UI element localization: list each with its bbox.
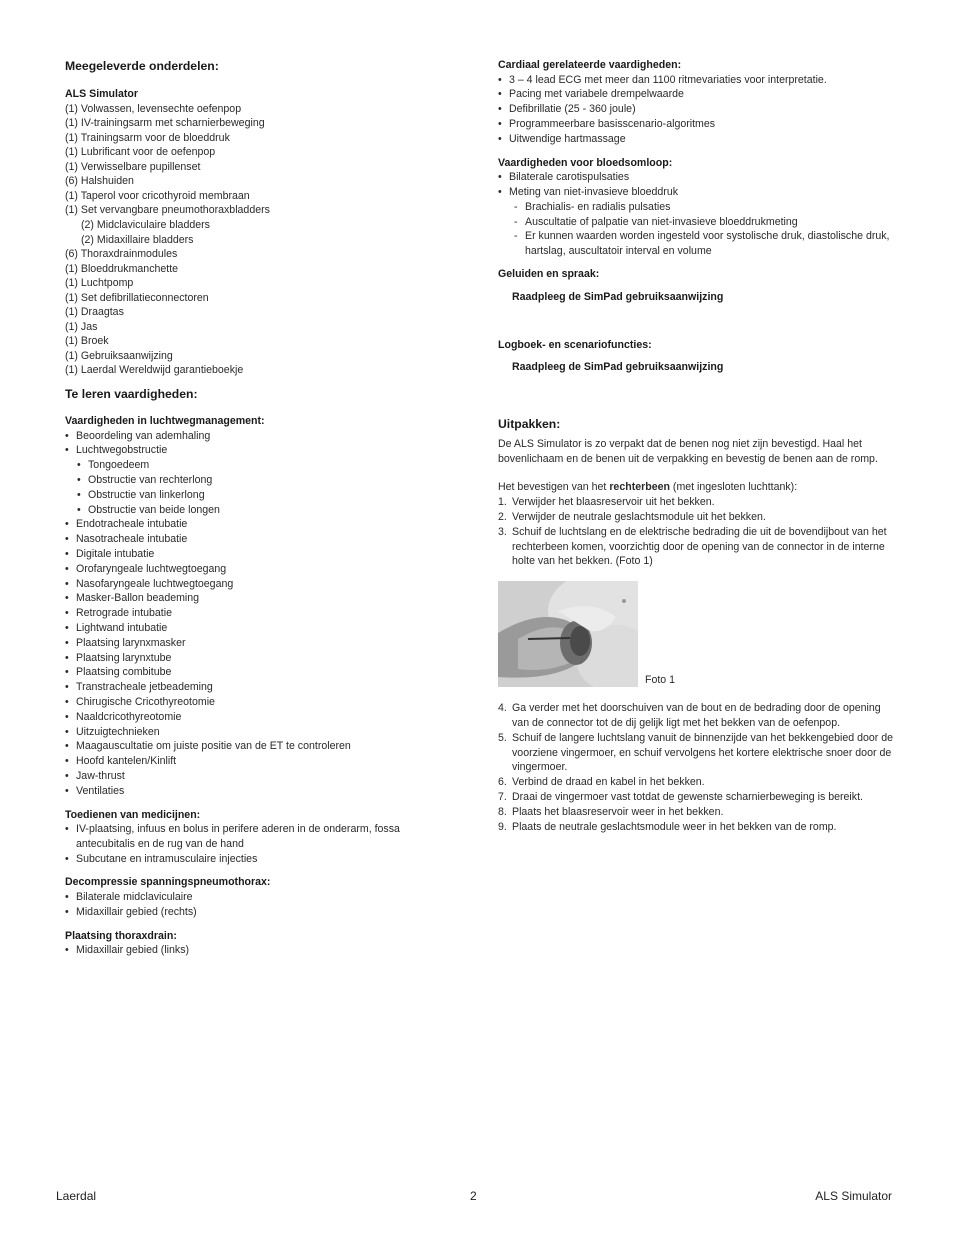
list-item <box>65 488 435 503</box>
cardiac-heading: Cardiaal gerelateerde vaardigheden: <box>498 59 682 71</box>
list-item <box>65 577 435 592</box>
parts-item: (1) Laerdal Wereldwijd garantieboekje <box>65 364 244 377</box>
parts-item: (1) Lubrificant voor de oefenpop <box>65 146 216 159</box>
list-item <box>65 710 435 725</box>
bullet-marker: • <box>65 823 69 836</box>
step-number: 3. <box>498 525 507 538</box>
bullet-marker: • <box>65 905 69 918</box>
list-item-text: Nasotracheale intubatie <box>76 533 188 546</box>
bullet-marker: • <box>65 666 69 679</box>
parts-list <box>65 102 435 378</box>
list-item-text: Naaldcricothyreotomie <box>76 710 182 723</box>
bullet-marker: • <box>77 503 81 516</box>
list-item <box>65 680 435 695</box>
bullet-marker: • <box>65 695 69 708</box>
bullet-marker: • <box>498 88 502 101</box>
step-text: Schuif de luchtslang en de elektrische bedrading die uit de bovendijbout van het rechterbeen komen, voorzichtig door de opening van de connector in de interne holte van het bekken. (Foto 1) <box>512 525 887 568</box>
parts-item: (6) Thoraxdrainmodules <box>65 248 178 261</box>
list-item <box>498 102 898 117</box>
manikin-leg-image <box>498 581 638 687</box>
sounds-reference: Raadpleeg de SimPad gebruiksaanwijzing <box>512 290 724 303</box>
list-item-text: Beoordeling van ademhaling <box>76 429 211 442</box>
step-number: 5. <box>498 731 507 744</box>
bullet-marker: • <box>77 459 81 472</box>
attach-prefix: Het bevestigen van het <box>498 481 610 494</box>
bullet-marker: • <box>65 518 69 531</box>
list-item <box>65 636 435 651</box>
parts-item: (2) Midclaviculaire bladders <box>81 218 210 231</box>
step-text: Ga verder met het doorschuiven van de bout en de bedrading door de opening van de connector tot de dij gelijk ligt met het bekken van de oefenpop. <box>512 702 881 729</box>
list-item <box>65 532 435 547</box>
bullet-marker: • <box>498 132 502 145</box>
parts-item: (6) Halshuiden <box>65 175 134 188</box>
list-item-text: Ventilaties <box>76 784 125 797</box>
step-text: Verwijder het blaasreservoir uit het bekken. <box>512 496 715 509</box>
bullet-marker: • <box>65 944 69 957</box>
bullet-marker: • <box>65 429 69 442</box>
list-item-text: Bilaterale midclaviculaire <box>76 891 193 904</box>
step-number: 6. <box>498 776 507 789</box>
step-item <box>498 820 898 835</box>
bullet-marker: • <box>65 852 69 865</box>
als-simulator-heading: ALS Simulator <box>65 88 138 100</box>
medication-heading: Toedienen van medicijnen: <box>65 808 201 821</box>
list-item <box>498 185 898 200</box>
bullet-marker: • <box>65 562 69 575</box>
unpack-paragraph: De ALS Simulator is zo verpakt dat de benen nog niet zijn bevestigd. Haal het bovenlichaam en de benen uit de verpakking en bevestig de benen aan de romp. <box>498 438 878 466</box>
step-text: Verwijder de neutrale geslachtsmodule uit het bekken. <box>512 510 766 523</box>
circulation-heading: Vaardigheden voor bloedsomloop: <box>498 156 673 169</box>
right-column <box>498 58 898 834</box>
log-reference: Raadpleeg de SimPad gebruiksaanwijzing <box>512 361 724 374</box>
list-item-text: Tongoedeem <box>88 459 150 472</box>
list-item <box>65 905 435 920</box>
bullet-marker: • <box>65 444 69 457</box>
dash-marker: - <box>514 200 518 213</box>
list-item-text: Endotracheale intubatie <box>76 518 188 531</box>
parts-item: (1) Draagtas <box>65 306 124 319</box>
list-item-text: Subcutane en intramusculaire injecties <box>76 852 258 865</box>
parts-item: (1) Volwassen, levensechte oefenpop <box>65 102 242 115</box>
step-number: 2. <box>498 510 507 523</box>
step-item <box>498 775 898 790</box>
parts-item: (1) Verwisselbare pupillenset <box>65 160 201 173</box>
list-item-text: Luchtwegobstructie <box>76 444 168 457</box>
bullet-marker: • <box>498 185 502 198</box>
footer-product: ALS Simulator <box>815 1189 892 1203</box>
footer-brand: Laerdal <box>56 1189 97 1203</box>
list-item <box>65 503 435 518</box>
parts-item: (1) Set vervangbare pneumothoraxbladders <box>65 204 270 217</box>
parts-heading: Meegeleverde onderdelen: <box>65 59 219 73</box>
list-item <box>65 822 435 852</box>
circulation-list <box>498 170 898 200</box>
bullet-marker: • <box>65 710 69 723</box>
bullet-marker: • <box>65 547 69 560</box>
bullet-marker: • <box>65 607 69 620</box>
step-text: Draai de vingermoer vast totdat de gewenste scharnierbeweging is bereikt. <box>512 790 863 803</box>
bullet-marker: • <box>77 473 81 486</box>
decompression-heading: Decompressie spanningspneumothorax: <box>65 876 271 889</box>
sounds-heading: Geluiden en spraak: <box>498 267 600 280</box>
list-item-text: Midaxillair gebied (links) <box>76 944 190 957</box>
circulation-sub-list <box>498 200 898 259</box>
photo-caption: Foto 1 <box>645 674 676 687</box>
list-item-text: Retrograde intubatie <box>76 607 172 620</box>
photo-row <box>498 581 898 687</box>
step-text: Verbind de draad en kabel in het bekken. <box>512 776 705 789</box>
decompression-list <box>65 890 435 920</box>
list-item-text: Meting van niet-invasieve bloeddruk <box>509 185 679 198</box>
step-item <box>498 701 898 731</box>
step-item <box>498 731 898 775</box>
list-item-text: Bilaterale carotispulsaties <box>509 171 630 184</box>
list-item-text: Plaatsing larynxtube <box>76 651 172 664</box>
list-item <box>65 458 435 473</box>
list-item-text: Plaatsing combitube <box>76 666 172 679</box>
list-item-text: Plaatsing larynxmasker <box>76 636 186 649</box>
step-text: Plaats de neutrale geslachtsmodule weer in het bekken van de romp. <box>512 820 837 833</box>
skills-heading: Te leren vaardigheden: <box>65 386 198 401</box>
list-item-text: Digitale intubatie <box>76 547 155 560</box>
list-item-text: Pacing met variabele drempelwaarde <box>509 88 684 101</box>
list-item <box>65 517 435 532</box>
bullet-marker: • <box>65 681 69 694</box>
attach-intro <box>498 480 898 495</box>
step-number: 1. <box>498 496 507 509</box>
list-item <box>65 591 435 606</box>
list-item-text: Masker-Ballon beademing <box>76 592 200 605</box>
step-number: 8. <box>498 805 507 818</box>
parts-item: (1) IV-trainingsarm met scharnierbeweging <box>65 117 265 130</box>
bullet-marker: • <box>65 784 69 797</box>
list-item <box>65 429 435 444</box>
list-item-text: Programmeerbare basisscenario-algoritmes <box>509 117 716 130</box>
bullet-marker: • <box>65 725 69 738</box>
dash-marker: - <box>514 215 518 228</box>
list-sub-item-text: Auscultatie of palpatie van niet-invasieve bloeddrukmeting <box>525 215 798 228</box>
list-item <box>65 665 435 680</box>
parts-item: (1) Trainingsarm voor de bloeddruk <box>65 131 230 144</box>
list-item <box>65 547 435 562</box>
bullet-marker: • <box>65 621 69 634</box>
step-text: Schuif de langere luchtslang vanuit de binnenzijde van het bekkengebied door de voorziene vingermoer, en schuif vervolgens het kortere elektrische snoer door de vingermoer. <box>512 731 894 774</box>
drain-heading: Plaatsing thoraxdrain: <box>65 929 177 942</box>
bullet-marker: • <box>498 171 502 184</box>
list-item <box>65 943 435 958</box>
list-item-text: Obstructie van beide longen <box>88 503 220 516</box>
list-item <box>498 170 898 185</box>
parts-item: (1) Set defibrillatieconnectoren <box>65 291 209 304</box>
cardiac-list <box>498 73 898 147</box>
list-item <box>65 725 435 740</box>
list-item-text: Transtracheale jetbeademing <box>76 681 213 694</box>
list-item-text: Orofaryngeale luchtwegtoegang <box>76 562 227 575</box>
bullet-marker: • <box>498 73 502 86</box>
bullet-marker: • <box>65 577 69 590</box>
list-sub-item <box>498 215 898 230</box>
airway-list <box>65 429 435 799</box>
parts-item: (1) Jas <box>65 320 98 333</box>
list-item-text: Lightwand intubatie <box>76 621 168 634</box>
list-item <box>498 87 898 102</box>
list-item <box>65 606 435 621</box>
step-item <box>498 790 898 805</box>
parts-item: (1) Luchtpomp <box>65 277 134 290</box>
list-item-text: Uitwendige hartmassage <box>509 132 626 145</box>
step-number: 4. <box>498 702 507 715</box>
bullet-marker: • <box>65 651 69 664</box>
footer-page-number: 2 <box>470 1189 477 1203</box>
steps-list-a <box>498 495 898 569</box>
list-item <box>498 73 898 88</box>
dash-marker: - <box>514 230 518 243</box>
list-item <box>65 769 435 784</box>
list-sub-item <box>498 200 898 215</box>
list-item-text: Maagauscultatie om juiste positie van de ET te controleren <box>76 740 351 753</box>
bullet-marker: • <box>65 755 69 768</box>
bullet-marker: • <box>65 533 69 546</box>
list-item-text: IV-plaatsing, infuus en bolus in perifere aderen in de onderarm, fossa antecubitalis en de rug van de hand <box>76 823 400 850</box>
list-item-text: 3 – 4 lead ECG met meer dan 1100 ritmevariaties voor interpretatie. <box>509 73 827 86</box>
bullet-marker: • <box>498 117 502 130</box>
photo-manikin-pelvis <box>498 581 638 687</box>
list-item <box>498 132 898 147</box>
list-item-text: Hoofd kantelen/Kinlift <box>76 755 177 768</box>
list-sub-item-text: Er kunnen waarden worden ingesteld voor systolische druk, diastolische druk, hartslag, auscultatoir interval en volume <box>525 230 890 258</box>
drain-list <box>65 943 435 958</box>
bullet-marker: • <box>498 103 502 116</box>
parts-item: (1) Broek <box>65 335 109 348</box>
list-item <box>65 852 435 867</box>
list-item <box>498 117 898 132</box>
list-item-text: Chirugische Cricothyreotomie <box>76 695 215 708</box>
step-number: 7. <box>498 790 507 803</box>
bullet-marker: • <box>65 769 69 782</box>
step-item <box>498 525 898 569</box>
bullet-marker: • <box>77 488 81 501</box>
attach-suffix: (met ingesloten luchttank): <box>669 481 798 494</box>
list-sub-item <box>498 229 898 259</box>
medication-list <box>65 822 435 866</box>
list-item <box>65 754 435 769</box>
list-item-text: Jaw-thrust <box>76 769 125 782</box>
log-heading: Logboek- en scenariofuncties: <box>498 338 652 351</box>
bullet-marker: • <box>65 740 69 753</box>
step-item <box>498 805 898 820</box>
list-item-text: Uitzuigtechnieken <box>76 725 160 738</box>
step-item <box>498 495 898 510</box>
list-item-text: Midaxillair gebied (rechts) <box>76 905 197 918</box>
list-item <box>65 651 435 666</box>
bullet-marker: • <box>65 891 69 904</box>
list-item-text: Obstructie van rechterlong <box>88 473 213 486</box>
list-item <box>65 562 435 577</box>
parts-item: (1) Bloeddrukmanchette <box>65 262 179 275</box>
airway-heading: Vaardigheden in luchtwegmanagement: <box>65 414 265 427</box>
step-item <box>498 510 898 525</box>
list-item-text: Nasofaryngeale luchtwegtoegang <box>76 577 234 590</box>
list-item <box>65 739 435 754</box>
parts-item: (2) Midaxillaire bladders <box>81 233 194 246</box>
list-sub-item-text: Brachialis- en radialis pulsaties <box>525 200 671 213</box>
list-item <box>65 443 435 458</box>
list-item-text: Obstructie van linkerlong <box>88 488 205 501</box>
list-item <box>65 621 435 636</box>
parts-item: (1) Gebruiksaanwijzing <box>65 349 173 362</box>
attach-bold: rechterbeen <box>609 481 670 494</box>
list-item-text: Defibrillatie (25 - 360 joule) <box>509 103 636 116</box>
left-column <box>65 58 435 958</box>
bullet-marker: • <box>65 592 69 605</box>
bullet-marker: • <box>65 636 69 649</box>
unpack-heading: Uitpakken: <box>498 417 561 432</box>
parts-item: (1) Taperol voor cricothyroid membraan <box>65 189 250 202</box>
list-item <box>65 473 435 488</box>
list-item <box>65 890 435 905</box>
list-item <box>65 695 435 710</box>
step-number: 9. <box>498 820 507 833</box>
list-item <box>65 784 435 799</box>
steps-list-b <box>498 701 898 834</box>
step-text: Plaats het blaasreservoir weer in het bekken. <box>512 805 724 818</box>
